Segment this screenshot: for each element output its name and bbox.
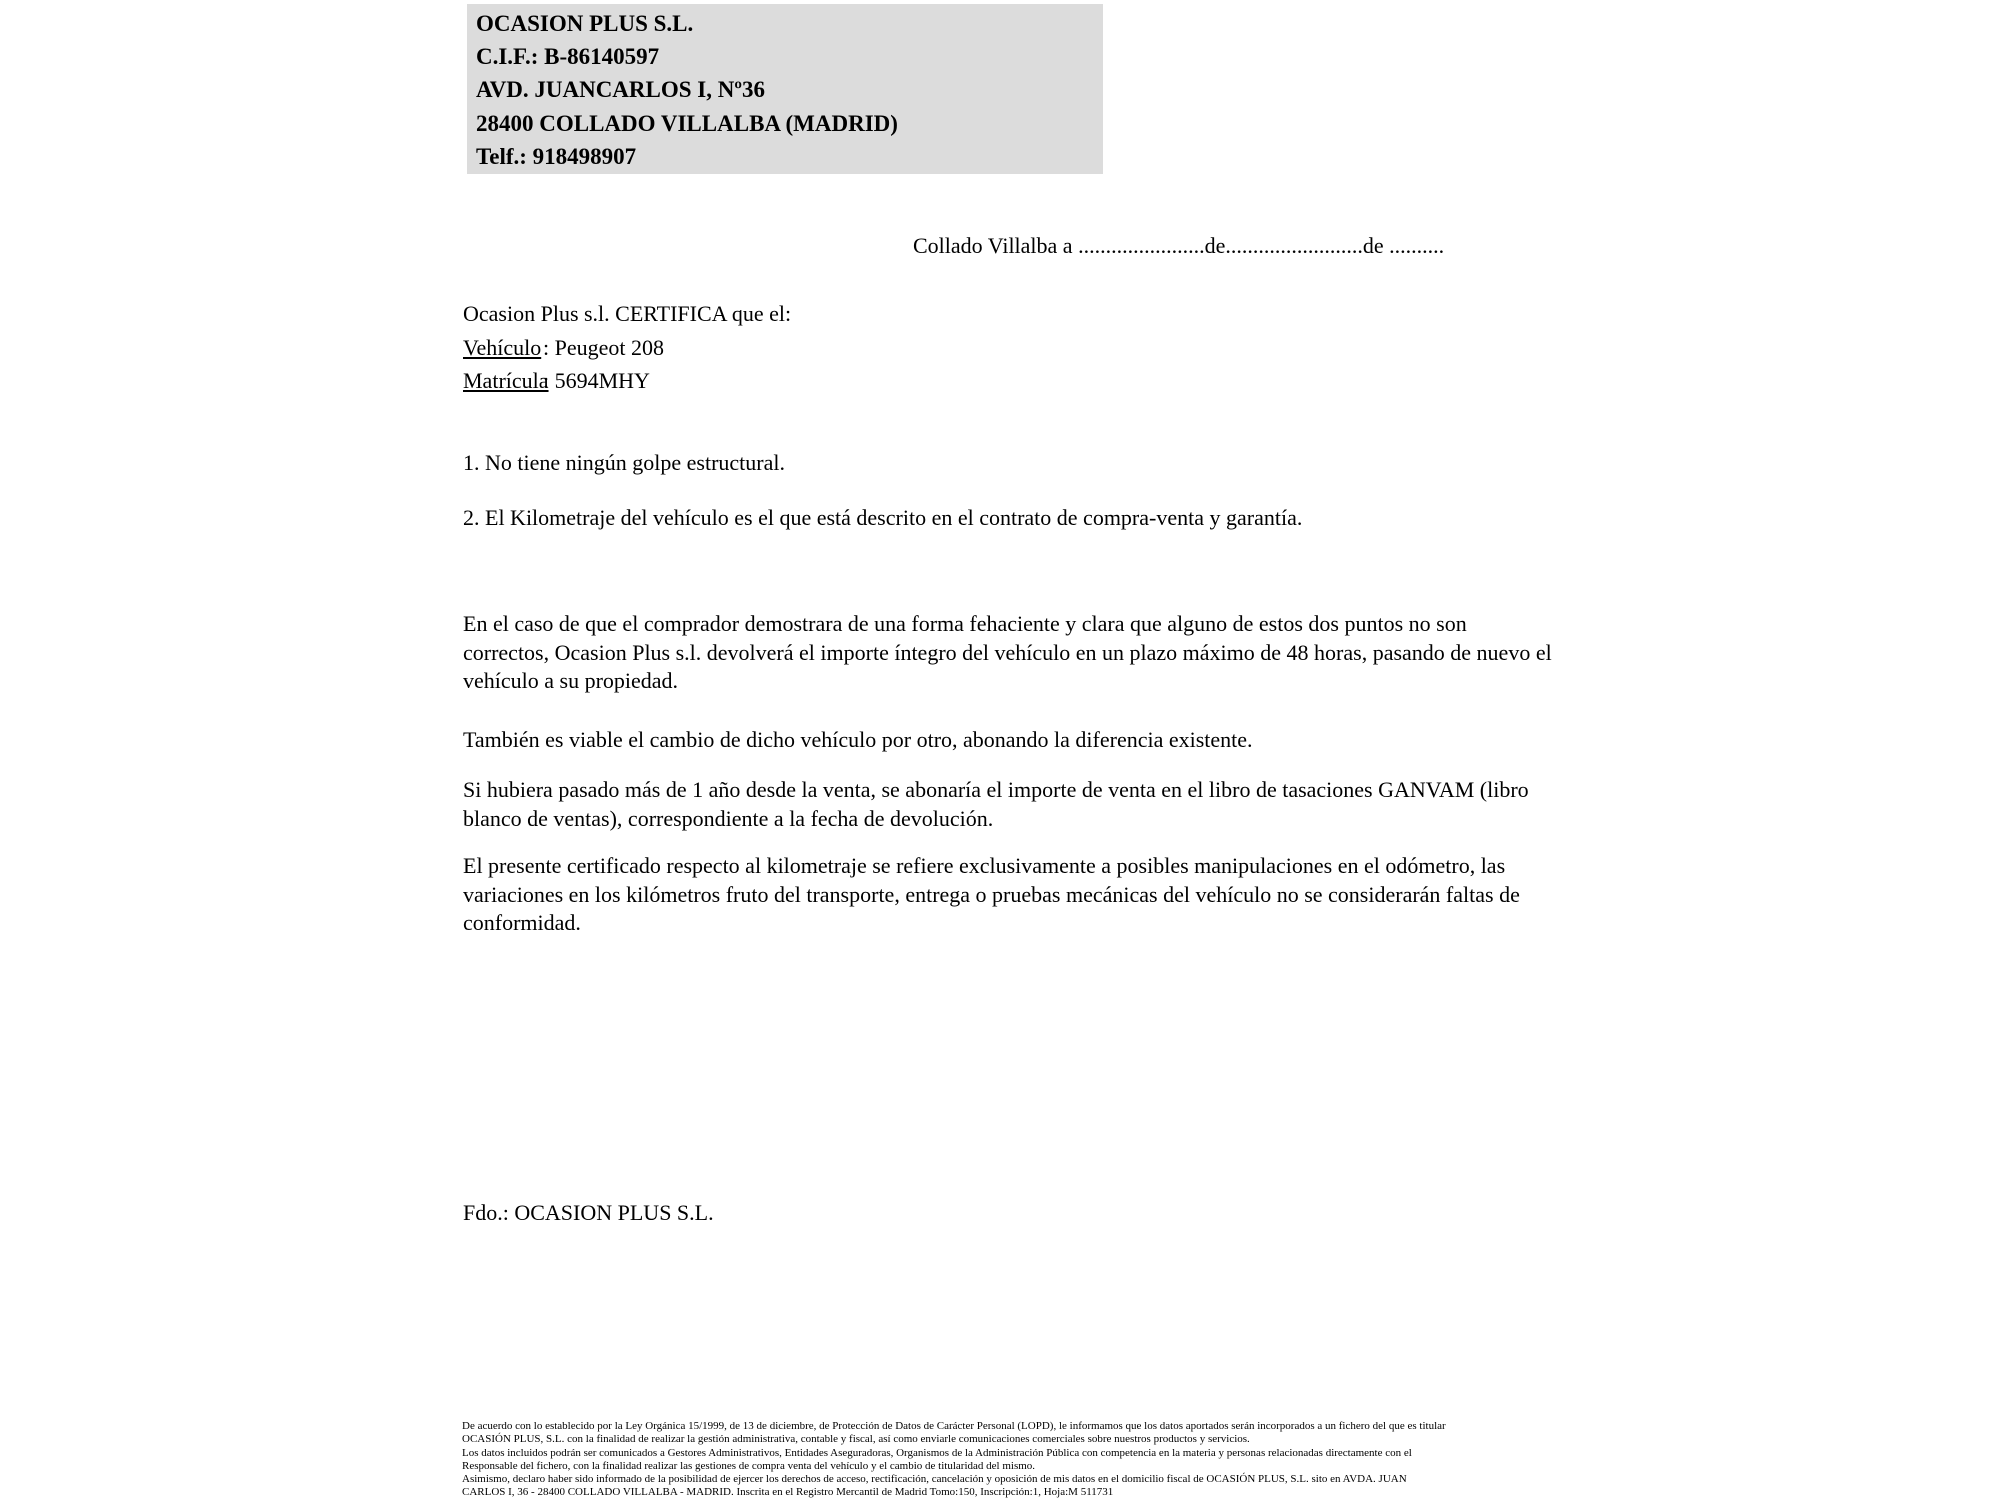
legal-line-3: Los datos incluidos podrán ser comunicados a Gestores Administrativos, Entidades Aseguradoras, Organismos de la Administración Pública con competencia en la materia y personas relacionadas directamente con el [462, 1446, 1412, 1459]
company-name: OCASION PLUS S.L. [476, 11, 694, 36]
company-cif: C.I.F.: B-86140597 [476, 44, 660, 70]
plate-value: : 5694MHY [543, 368, 650, 393]
company-header-box [467, 4, 1103, 174]
company-city: 28400 COLLADO VILLALBA (MADRID) [476, 110, 898, 136]
certifies-intro: Ocasion Plus s.l. CERTIFICA que el: [463, 301, 792, 326]
legal-line-1: De acuerdo con lo establecido por la Ley Orgánica 15/1999, de 13 de diciembre, de Protección de Datos de Carácter Personal (LOPD), le informamos que los datos aportados serán incorporados a un fichero del que es titular [462, 1420, 1446, 1432]
paragraph-exchange: También es viable el cambio de dicho vehículo por otro, abonando la diferencia existente. [463, 727, 1253, 752]
vehicle-field-row [463, 331, 791, 365]
vehicle-value: : Peugeot 208 [543, 334, 664, 360]
signature-line: Fdo.: OCASION PLUS S.L. [463, 1200, 714, 1225]
certificate-block [463, 297, 791, 398]
company-phone: Telf.: 918498907 [476, 143, 637, 169]
paragraph-ganvam: Si hubiera pasado más de 1 año desde la venta, se abonaría el importe de venta en el libro de tasaciones GANVAM (libro blanco de ventas), correspondiente a la fecha de devolución. [463, 777, 1529, 831]
legal-notice [462, 1420, 1572, 1500]
legal-line-2: OCASIÓN PLUS, S.L. con la finalidad de realizar la gestión administrativa, contable y fiscal, así como enviarle comunicaciones comerciales sobre nuestros productos y servicios. [462, 1433, 1250, 1446]
condition-point-1: 1. No tiene ningún golpe estructural. [463, 450, 785, 475]
date-line: Collado Villalba a .......................de.........................de .......... [913, 233, 1445, 258]
plate-label: Matrícula [463, 368, 549, 393]
plate-field-row [463, 364, 791, 398]
vehicle-label: Vehículo [463, 334, 542, 360]
paragraph-refund: En el caso de que el comprador demostrara de una forma fehaciente y clara que alguno de estos dos puntos no son correctos, Ocasion Plus s.l. devolverá el importe íntegro del vehículo en un plazo máximo de 48 horas, pasando de nuevo el vehículo a su propiedad. [463, 611, 1552, 693]
legal-line-6: CARLOS I, 36 - 28400 COLLADO VILLALBA - MADRID. Inscrita en el Registro Mercantil de Madrid Tomo:150, Inscripción:1, Hoja:M 511731 [462, 1486, 1114, 1499]
company-street: AVD. JUANCARLOS I, Nº36 [476, 77, 765, 103]
paragraph-odometer: El presente certificado respecto al kilometraje se refiere exclusivamente a posibles manipulaciones en el odómetro, las variaciones en los kilómetros fruto del transporte, entrega o pruebas mecánicas del vehículo no se considerarán faltas de conformidad. [463, 853, 1520, 935]
legal-line-5: Asimismo, declaro haber sido informado de la posibilidad de ejercer los derechos de acceso, rectificación, cancelación y oposición de mis datos en el domicilio fiscal de OCASIÓN PLUS, S.L. sito en AVDA. JUAN [462, 1473, 1407, 1486]
legal-line-4: Responsable del fichero, con la finalidad realizar las gestiones de compra venta del vehículo y el cambio de titularidad del mismo. [462, 1459, 1036, 1472]
condition-point-2: 2. El Kilometraje del vehículo es el que está descrito en el contrato de compra-venta y garantía. [463, 505, 1303, 530]
